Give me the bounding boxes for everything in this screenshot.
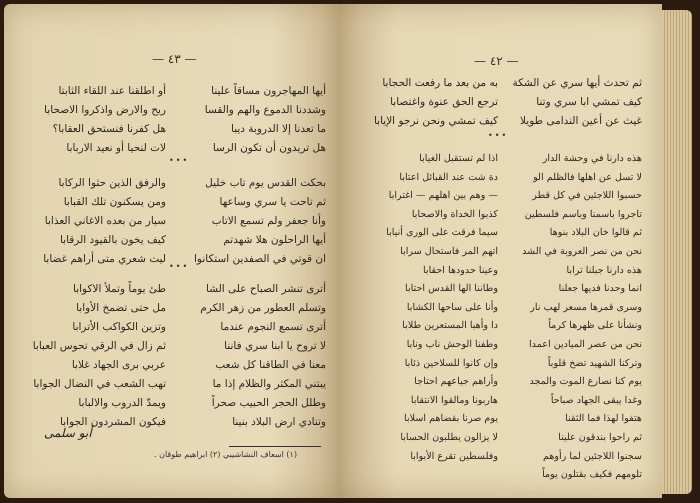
verse-line: بحكت القدس يوم تاب خليل — [205, 177, 326, 189]
block2-right-column — [504, 150, 642, 485]
verse-line: فيكون المشردون الجوابا — [60, 416, 166, 428]
verse-line: أيها المهاجرون مساقاً علينا — [211, 85, 326, 97]
verse-line: وأنا على ساحها الكشابا — [406, 301, 498, 313]
verse-line: تهب الشعب في النضال الجوابا — [33, 378, 166, 390]
verse-line: ليت شعري متى أراهم غضابا — [43, 253, 166, 265]
verse-line: به من بعد ما رفعت الحجابا — [382, 77, 498, 89]
verse-line: دا وأهبا المستعرين طلابا — [402, 320, 498, 332]
verse-line: نحن من نصر العروبة في الشد — [522, 245, 642, 257]
verse-line: لات لنحيا أو نعيد الاربابا — [66, 142, 166, 154]
verse-line: ان قوتي في الصفدين استكانوا — [194, 253, 326, 265]
verse-line: تاجروا باسمنا وباسم فلسطين — [524, 208, 642, 220]
verse-line: وإن كانوا للسلاحين ذئابا — [404, 357, 498, 369]
verse-line: معنا في الطاقنا كل شعب — [215, 359, 326, 371]
verse-line: أترى تسمع النجوم عندما — [220, 321, 326, 333]
verse-line: وشددنا الدموع والهم والقسا — [204, 104, 326, 116]
verse-line: ما تعدنا إلا الدروبة ديبا — [231, 123, 326, 135]
block3-right-column — [186, 280, 326, 432]
verse-line: ريح والارض واذكروا الاصحابا — [44, 104, 166, 116]
section-separator: ••• — [488, 131, 509, 140]
block1-left-column — [358, 74, 498, 131]
verse-line: وسرى قمرها مسعر لهب نار — [530, 301, 642, 313]
block1-right-column — [504, 74, 642, 131]
verse-line: كيف تمشي ابا سري وتنا — [536, 96, 642, 108]
verse-line: ثم تحدث أيها سري عن الشكة — [512, 77, 642, 89]
verse-line: نحن من عصر الميادين اعمدا — [529, 338, 642, 350]
verse-line: سيما فرقت على الورى أنيابا — [386, 227, 498, 239]
left-page — [4, 4, 338, 498]
verse-line: مل حتى تضمخ الأوابا — [76, 302, 166, 314]
page-number: — ٤٣ — — [152, 52, 197, 66]
verse-line: هل كفرنا فنستحق العقابا؟ — [52, 123, 166, 135]
verse-line: لا تروح يا ابنا سري فاننا — [224, 340, 326, 352]
verse-line: وطاننا الها القدس احتابا — [405, 283, 498, 295]
verse-line: ثم زال في الرقي تحوس العبابا — [32, 340, 166, 352]
verse-line: كذبوا الخداة والاصحابا — [411, 208, 498, 220]
verse-line: يوم صرنا بقضاهم اسلابا — [404, 413, 498, 425]
verse-line: وأراهم جياعهم احتاجا — [414, 376, 498, 388]
page-edges — [662, 10, 692, 494]
open-book — [4, 4, 692, 498]
verse-line: وتركنا الشهيد تضخ قلوباً — [547, 357, 642, 369]
verse-line: هذه دارنا في وحشة الدار — [542, 153, 642, 164]
verse-line: وغدا يبقى الجهاد صباحاً — [550, 394, 642, 406]
verse-line: ويمدّ الدروب والالبابا — [78, 397, 166, 409]
section-separator: ••• — [169, 156, 190, 165]
verse-line: ثم راحوا بندقون علينا — [558, 431, 642, 443]
verse-line: عربي برى الجهاد غلابا — [71, 359, 166, 371]
block2-right-column — [186, 174, 326, 269]
verse-line: وطفنا الوحش ناب ونابا — [406, 338, 498, 350]
verse-line: وعينا حدودها احقابا — [423, 264, 498, 276]
verse-line: لا تسل عن اهلها فالظلم الو — [533, 171, 642, 183]
verse-line: وأنا جعفر ولم تسمع الاتاب — [211, 215, 326, 227]
verse-line: وفلسطين تقرع الأبوابا — [410, 450, 498, 462]
verse-line: ترجع الحق عنوة واغتصابا — [390, 96, 498, 108]
verse-line: طئ يوماً وتملأ الاكوابا — [73, 283, 166, 295]
verse-line: كيف تمشي ونحن نرجو الإيابا — [373, 115, 498, 127]
block1-right-column — [186, 82, 326, 158]
block3-left-column — [26, 280, 166, 432]
verse-line: غيث عن أعين الندامى طويلا — [520, 115, 642, 127]
verse-line: أترى تنشر الصباح على الشا — [206, 283, 326, 295]
verse-line: وتزين الكواكب الأترابا — [72, 321, 166, 333]
verse-line: والرفق الذين حثوا الركابا — [58, 177, 166, 189]
verse-line: اتهم المر فاستحال سرابا — [400, 245, 498, 257]
verse-line: ثم قالوا خان البلاد بنوها — [549, 227, 642, 239]
verse-line: وتسلم العطور من زهر الكرم — [200, 302, 326, 314]
verse-line: انما وحدنا فديها جعلنا — [558, 283, 642, 295]
verse-line: وتنادي ارض البلاد بنينا — [232, 416, 326, 428]
verse-line: أو اطلقنا عند اللقاء الثابتا — [58, 85, 166, 97]
verse-line: يبتني المكثر والظلام إذا ما — [212, 378, 326, 390]
verse-line: سيار من بعده الاغاني العذابا — [44, 215, 166, 227]
signature: أبو سلمى — [44, 426, 92, 440]
verse-line: — وهم بين اهلهم — اغترابا — [388, 190, 498, 202]
verse-line: اذا لم تستقبل الغيابا — [419, 153, 498, 164]
verse-line: دة شت عند القبائل اعتابا — [399, 171, 498, 183]
footnote: (١) اسعاف النشاشيبي (٢) ابراهيم طوقان . — [154, 450, 297, 459]
block2-left-column — [358, 150, 498, 466]
verse-line: لا يزالون يطلبون الحسابا — [400, 431, 498, 443]
verse-line: أيها الراحلون هلا شهدتم — [223, 234, 326, 246]
verse-line: حسبوا اللاجئين في كل قطر — [532, 190, 642, 202]
verse-line: وطلل الحجر الحبيب صحراً — [211, 397, 326, 409]
verse-line: هذه دارنا جبلنا ترابا — [566, 264, 642, 276]
verse-line: تلومهم فكيف بقتلون يوماً — [542, 469, 642, 481]
verse-line: كيف يخون بالقيود الرقابا — [59, 234, 166, 246]
verse-line: سجنوا اللاجئين لما رأوهم — [542, 450, 642, 462]
block1-left-column — [26, 82, 166, 158]
footnote-rule — [229, 446, 321, 447]
block2-left-column — [26, 174, 166, 269]
right-page — [338, 4, 662, 498]
verse-line: ونشأنا على ظهرها كرماً — [548, 320, 642, 332]
section-separator: ••• — [169, 262, 190, 271]
verse-line: هل تريدون أن تكون الرسا — [212, 142, 326, 154]
verse-line: هتفوا لهذا فما الثقنا — [565, 413, 642, 425]
verse-line: هاربونا ومالقوا الانتقابا — [410, 394, 498, 406]
verse-line: ثم تاحت يا سري وساعها — [219, 196, 326, 208]
page-number: — ٤٢ — — [474, 54, 519, 68]
verse-line: يوم كنا نصارع الموت والمجد — [529, 376, 642, 388]
verse-line: ومن يسكنون تلك القبابا — [63, 196, 166, 208]
